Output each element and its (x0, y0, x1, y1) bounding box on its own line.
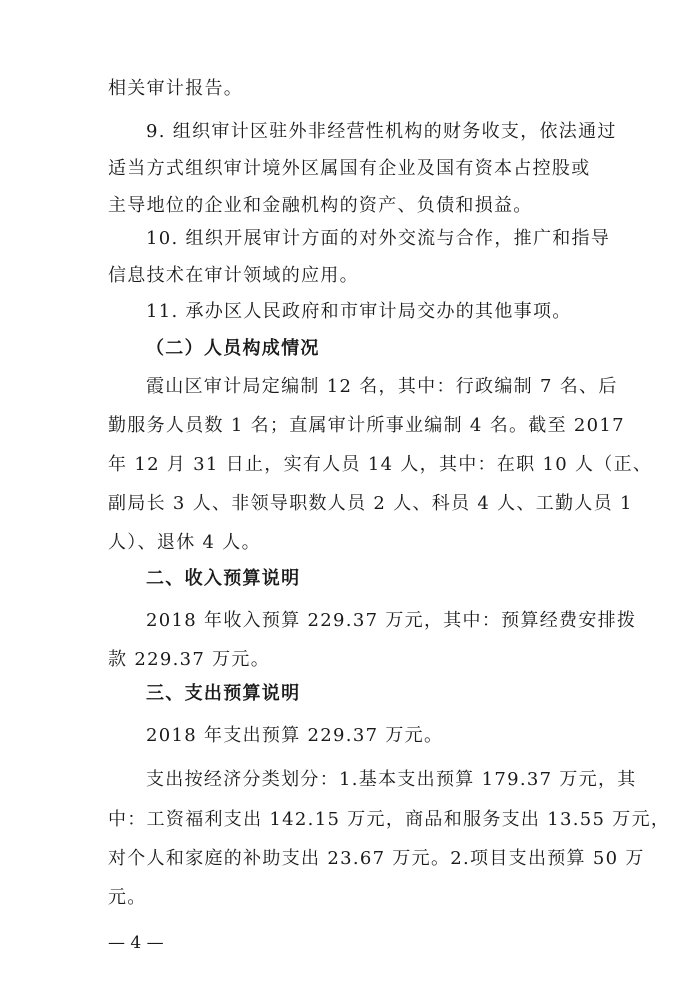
text-line-6: 信息技术在审计领域的应用。 (108, 265, 359, 286)
text-line-11: 年 12 月 31 日止，实有人员 14 人，其中：在职 10 人（正、 (108, 454, 653, 475)
text-line-18: 2018 年支出预算 229.37 万元。 (146, 725, 444, 746)
text-line-10: 勤服务人员数 1 名；直属审计所事业编制 4 名。截至 2017 (108, 415, 625, 436)
text-line-20: 中：工资福利支出 142.15 万元，商品和服务支出 13.55 万元， (108, 809, 671, 830)
text-line-5: 10. 组织开展审计方面的对外交流与合作，推广和指导 (146, 228, 611, 249)
text-line-9: 霞山区审计局定编制 12 名，其中：行政编制 7 名、后 (146, 376, 618, 397)
text-line-3: 适当方式组织审计境外区属国有企业及国有资本占控股或 (108, 158, 591, 179)
text-line-7: 11. 承办区人民政府和市审计局交办的其他事项。 (146, 301, 572, 322)
text-line-12: 副局长 3 人、非领导职数人员 2 人、科员 4 人、工勤人员 1 (108, 493, 633, 514)
text-line-22: 元。 (108, 887, 147, 908)
text-line-2: 9. 组织审计区驻外非经营性机构的财务收支，依法通过 (146, 121, 617, 142)
text-line-4: 主导地位的企业和金融机构的资产、负债和损益。 (108, 195, 533, 216)
text-line-1: 相关审计报告。 (108, 78, 244, 99)
text-line-16: 款 229.37 万元。 (108, 649, 271, 670)
text-line-15: 2018 年收入预算 229.37 万元，其中：预算经费安排拨 (146, 610, 637, 631)
section-heading-expenditure: 三、支出预算说明 (146, 683, 301, 704)
text-line-21: 对个人和家庭的补助支出 23.67 万元。2.项目支出预算 50 万 (108, 848, 645, 869)
text-line-19: 支出按经济分类划分：1.基本支出预算 179.37 万元，其 (146, 769, 637, 790)
text-line-13: 人）、退休 4 人。 (108, 532, 261, 553)
section-heading-staff: （二）人员构成情况 (146, 338, 320, 359)
section-heading-income: 二、收入预算说明 (146, 568, 301, 589)
page-number: — 4 — (108, 933, 164, 953)
